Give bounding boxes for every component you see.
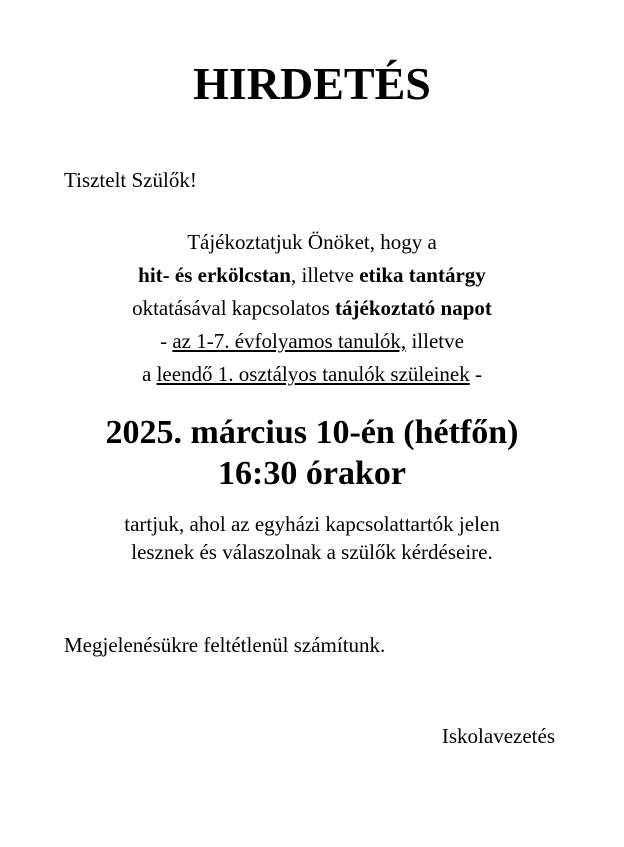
body-line-3 [0,292,624,325]
body-line-4 [0,325,624,358]
body-line-1: Tájékoztatjuk Önöket, hogy a [187,230,437,254]
body-line-2 [0,259,624,292]
greeting: Tisztelt Szülők! [64,168,197,192]
event-name: tájékoztató napot [335,296,492,320]
event-date: 2025. március 10-én (hétfőn) [105,414,519,451]
closing-line-1: tartjuk, ahol az egyházi kapcsolattartók jelen [124,512,500,536]
body-line-5-prefix: a [141,362,157,386]
page-title: HIRDETÉS [193,58,431,109]
body-line-5-suffix: - [469,362,482,386]
body-line-5 [0,358,624,391]
audience-current-students: az 1-7. évfolyamos tanulók, [172,329,407,353]
audience-future-parents: leendő 1. osztályos tanulók szüleinek [156,362,470,386]
body-line-3-text: oktatásával kapcsolatos [132,296,336,320]
event-time: 16:30 órakor [218,455,406,492]
event-datetime [0,412,624,494]
subject-etika: etika tantárgy [359,263,486,287]
body-line-4-suffix: illetve [406,329,464,353]
connector-text: , illetve [291,263,360,287]
expectation-text: Megjelenésükre feltétlenül számítunk. [64,633,386,657]
signature: Iskolavezetés [441,724,555,748]
closing-text [0,510,624,566]
body-line-4-prefix: - [160,329,173,353]
subject-hit-es-erkolcstan: hit- és erkölcstan [138,263,291,287]
announcement-body [0,226,624,391]
closing-line-2: lesznek és válaszolnak a szülők kérdéseire. [131,540,493,564]
